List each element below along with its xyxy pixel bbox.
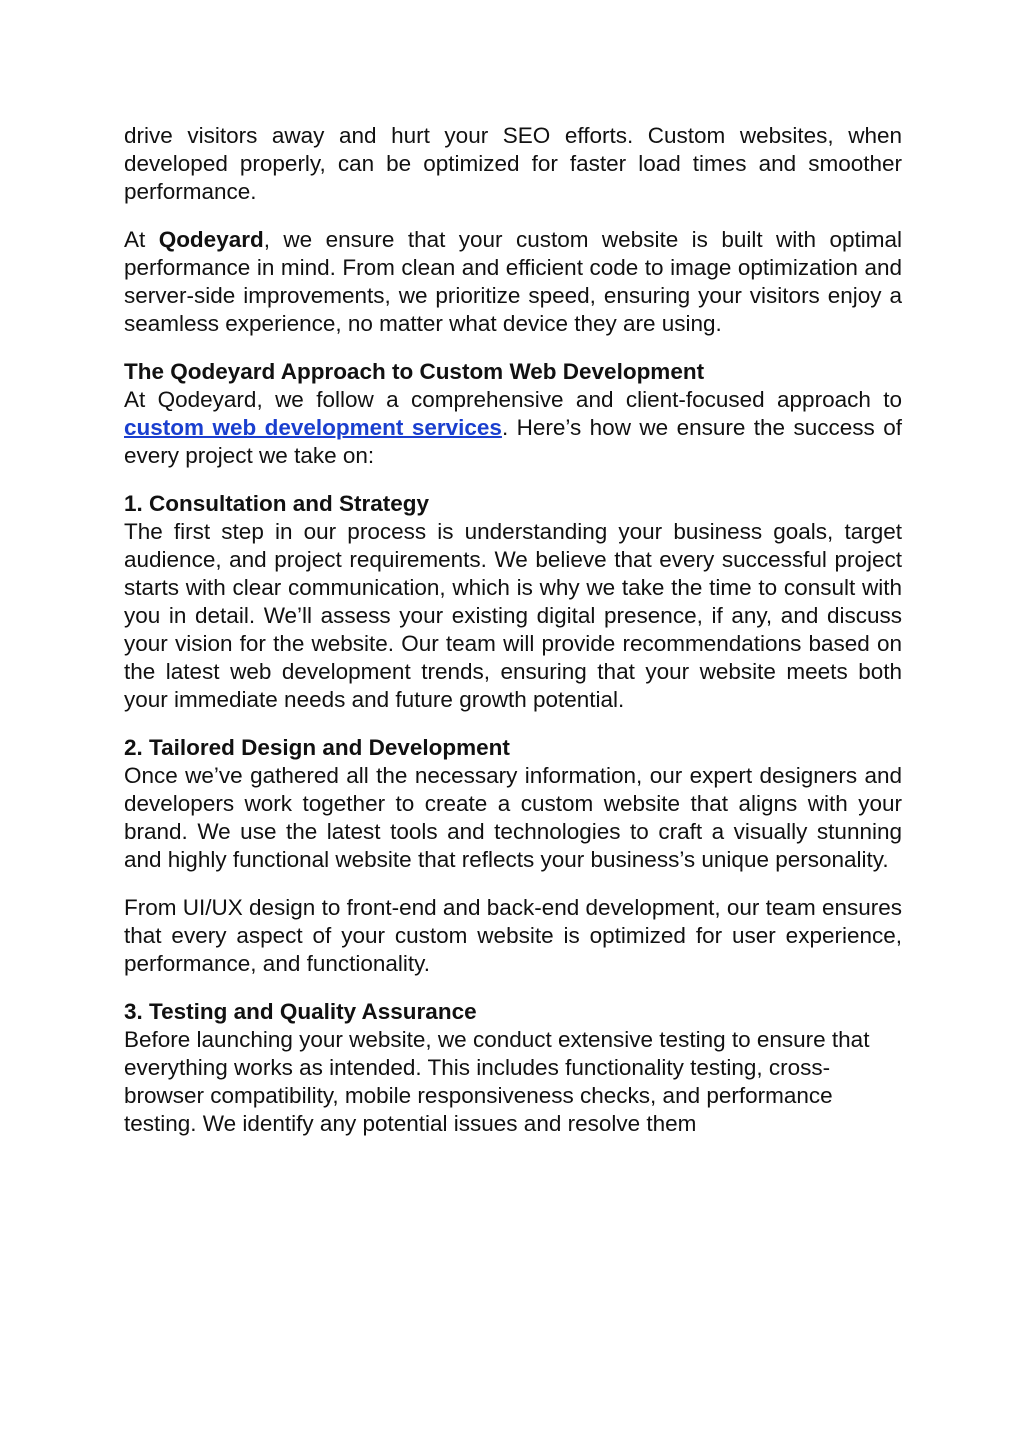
paragraph-performance-intro: drive visitors away and hurt your SEO efforts. Custom websites, when developed properly, can be optimized for faster load times and smoother performance. xyxy=(124,123,902,204)
paragraph-suffix: . Here’s how we ensure the success of every project we take on: xyxy=(124,415,902,468)
paragraph-approach-intro xyxy=(124,386,902,470)
paragraph-body: , we ensure that your custom website is built with optimal performance in mind. From clean and efficient code to image optimization and server-side improvements, we prioritize speed, ensuring your visitors enjoy a seamless experience, no matter what device they are using. xyxy=(124,227,902,336)
paragraph-qodeyard-performance xyxy=(124,226,902,338)
paragraph-prefix: At Qodeyard, we follow a comprehensive and client-focused approach to xyxy=(124,387,902,412)
custom-web-development-link[interactable]: custom web development services xyxy=(124,415,502,440)
section-heading-consultation: 1. Consultation and Strategy xyxy=(124,491,430,516)
document-page xyxy=(124,122,902,1138)
paragraph-prefix: At xyxy=(124,227,159,252)
section-heading-approach: The Qodeyard Approach to Custom Web Development xyxy=(124,359,705,384)
brand-name: Qodeyard xyxy=(158,227,264,252)
section-heading-design: 2. Tailored Design and Development xyxy=(124,735,510,760)
paragraph-testing: Before launching your website, we conduct extensive testing to ensure that everything works as intended. This includes functionality testing, cross-browser compatibility, mobile responsiveness checks, and performance testing. We identify any potential issues and resolve them xyxy=(124,1027,870,1136)
paragraph-design-2: From UI/UX design to front-end and back-end development, our team ensures that every aspect of your custom website is optimized for user experience, performance, and functionality. xyxy=(124,895,902,976)
section-heading-testing: 3. Testing and Quality Assurance xyxy=(124,999,477,1024)
paragraph-design-1: Once we’ve gathered all the necessary information, our expert designers and developers work together to create a custom website that aligns with your brand. We use the latest tools and technologies to craft a visually stunning and highly functional website that reflects your business’s unique personality. xyxy=(124,763,902,872)
paragraph-consultation: The first step in our process is understanding your business goals, target audience, and project requirements. We believe that every successful project starts with clear communication, which is why we take the time to consult with you in detail. We’ll assess your existing digital presence, if any, and discuss your vision for the website. Our team will provide recommendations based on the latest web development trends, ensuring that your website meets both your immediate needs and future growth potential. xyxy=(124,519,902,712)
